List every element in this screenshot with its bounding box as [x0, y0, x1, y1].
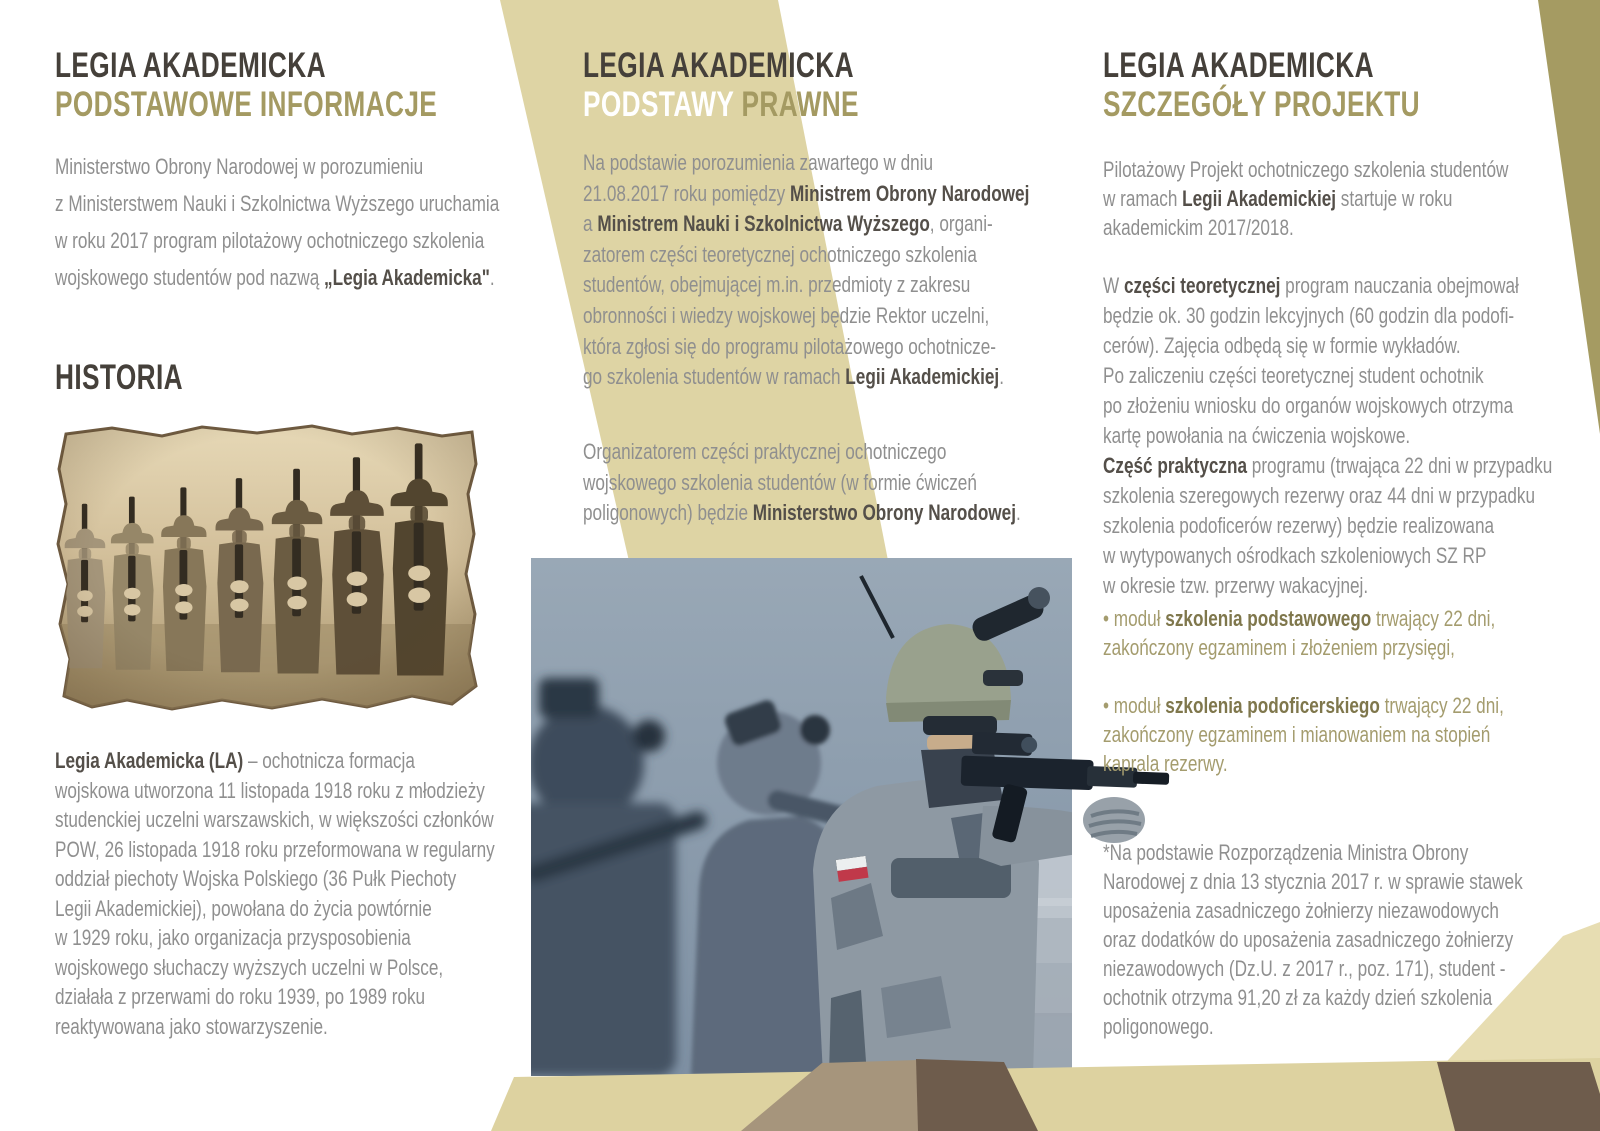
column2-title: LEGIA AKADEMICKA	[583, 46, 854, 85]
col2-legal-paragraph-1: Na podstawie porozumienia zawartego w dniu 21.08.2017 roku pomiędzy Ministrem Obrony Narodowej a Ministrem Nauki i Szkolnictwa Wyższego, organi- zatorem części teoretycznej ochotniczego szkolenia studentów, obejmującej m.in. przedmioty z zakresu obronności i wiedzy wojskowej będzie Rektor uczelni, która zgłosi się do programu pilotażowego ochotnicze- go szkolenia studentów w ramach Legii Akademickiej.	[583, 150, 1030, 390]
historia-heading	[55, 358, 183, 397]
col1-history-paragraph: Legia Akademicka (LA) – ochotnicza formacja wojskowa utworzona 11 listopada 1918 roku z młodzieży studenckiej uczelni warszawskich, w większości członków POW, 26 listopada 1918 roku przeformowana w regularny oddział piechoty Wojska Polskiego (36 Pułk Piechoty Legii Akademickiej), powołana do życia powtórnie w 1929 roku, jako organizacja przysposobienia wojskowego słuchaczy wyższych uczelni w Polsce, działała z przerwami do roku 1939, po 1989 roku reaktywowana jako stowarzyszenie.	[55, 748, 495, 1039]
col2-legal-paragraph-2: Organizatorem części praktycznej ochotniczego wojskowego szkolenia studentów (w formie ćwiczeń poligonowych) będzie Ministerstwo Obrony Narodowej.	[583, 439, 1021, 526]
column2-heading	[583, 46, 859, 124]
col3-module-nco-bullet: • moduł szkolenia podoficerskiego trwający 22 dni, zakończony egzaminem i mianowaniem na stopień kaprala rezerwy.	[1103, 693, 1504, 776]
goggles	[923, 716, 997, 735]
column2-subtitle: PODSTAWY PRAWNE	[583, 85, 859, 124]
polish-flag-patch	[836, 856, 869, 882]
column3-title: LEGIA AKADEMICKA	[1103, 46, 1374, 85]
column1-title: LEGIA AKADEMICKA	[55, 46, 326, 85]
col3-module-basic-bullet: • moduł szkolenia podstawowego trwający 22 dni, zakończony egzaminem i złożeniem przysięgi,	[1103, 606, 1496, 660]
column3-heading	[1103, 46, 1420, 124]
modern-soldiers-photo	[531, 558, 1181, 1076]
column3-subtitle: SZCZEGÓŁY PROJEKTU	[1103, 85, 1420, 124]
col1-intro-paragraph: Ministerstwo Obrony Narodowej w porozumieniu z Ministerstwem Nauki i Szkolnictwa Wyższego uruchamia w roku 2017 program pilotażowy ochotniczego szkolenia wojskowego studentów pod nazwą „Legia Akademicka".	[55, 154, 500, 290]
column1-heading	[55, 46, 437, 124]
col3-project-intro: Pilotażowy Projekt ochotniczego szkolenia studentów w ramach Legii Akademickiej startuje w roku akademickim 2017/2018.	[1103, 157, 1509, 240]
col3-footnote: *Na podstawie Rozporządzenia Ministra Obrony Narodowej z dnia 13 stycznia 2017 r. w sprawie stawek uposażenia zasadniczego żołnierzy niezawodowych oraz dodatków do uposażenia zasadniczego żołnierzy niezawodowych (Dz.U. z 2017 r., poz. 171), student - ochotnik otrzyma 91,20 zł za każdy dzień szkolenia poligonowego.	[1103, 840, 1523, 1039]
column1-subtitle: PODSTAWOWE INFORMACJE	[55, 85, 438, 124]
col3-project-details: W części teoretycznej program nauczania obejmował będzie ok. 30 godzin lekcyjnych (60 godzin dla podofi- cerów). Zajęcia odbędą się w formie wykładów. Po zaliczeniu części teoretycznej student ochotnik po złożeniu wniosku do organów wojskowych otrzyma kartę powołania na ćwiczenia wojskowe. Część praktyczna programu (trwająca 22 dni w przypadku szkolenia szeregowych rezerwy oraz 44 dni w przypadku szkolenia podoficerów rezerwy) będzie realizowana w wytypowanych ośrodkach szkoleniowych SZ RP w okresie tzw. przerwy wakacyjnej.	[1103, 273, 1553, 598]
soldier-row	[52, 426, 478, 712]
support-glove	[1083, 797, 1145, 843]
vintage-soldiers-photo	[52, 424, 478, 712]
historia-title: HISTORIA	[55, 358, 183, 397]
